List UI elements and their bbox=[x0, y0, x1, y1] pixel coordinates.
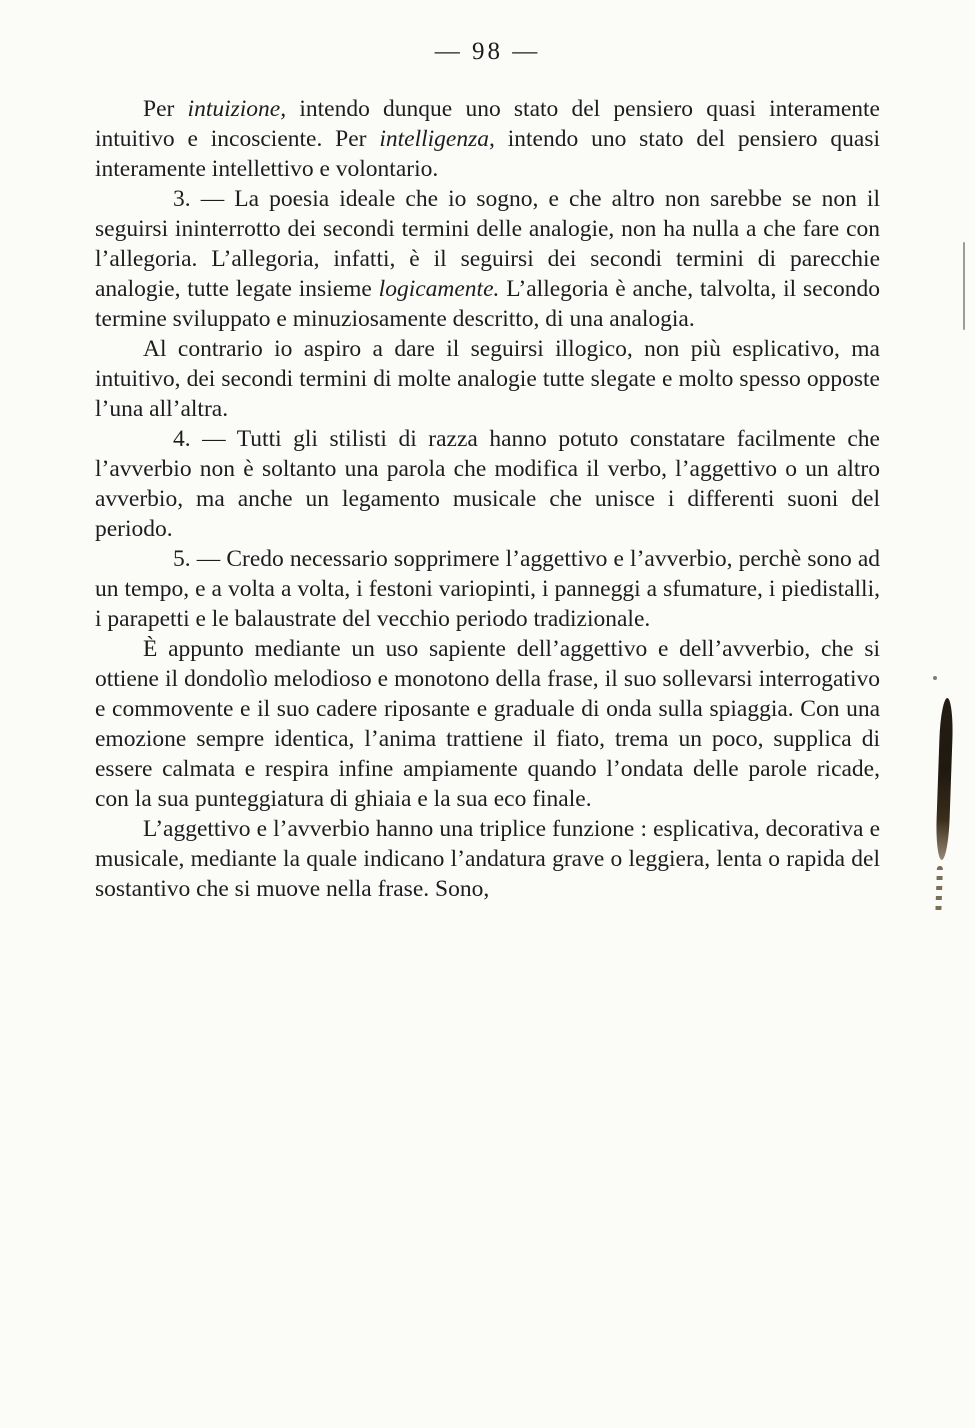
italic-term: logicamente. bbox=[378, 276, 500, 302]
text-segment: 3. — La poesia ideale che io sogno, e che altro non sarebbe se non il seguirsi ininterrotto dei secondi termini delle analogie, non ha nulla a che fare con l’allegoria. L’allegoria, infatti, è il seguirsi dei secondi termini di parecchie analogie, tutte legate insieme bbox=[95, 186, 880, 302]
text-segment: 4. — Tutti gli stilisti di razza hanno potuto constatare facilmente che l’avverbio non è soltanto una parola che modifica il verbo, l’aggettivo o un altro avverbio, ma anche un legamento musicale che unisce i differenti suoni del periodo. bbox=[95, 426, 880, 542]
paragraph-1 bbox=[95, 94, 880, 184]
text-segment: È appunto mediante un uso sapiente dell’aggettivo e dell’avverbio, che si ottiene il dondolìo melodioso e monotono della frase, il suo sollevarsi interrogativo e commovente e il suo cadere riposante e graduale di onda sulla spiaggia. Con una emozione sempre identica, l’anima trattiene il fiato, trema un poco, supplica di essere calmata e respira infine ampiamente quando l’ondata delle parole ricade, con la sua punteggiatura di ghiaia e la sua eco finale. bbox=[95, 636, 880, 812]
paragraph-5 bbox=[95, 544, 880, 634]
scan-dot-artifact bbox=[933, 676, 937, 680]
page-number: — 98 — bbox=[434, 38, 541, 65]
scan-edge-line-artifact bbox=[963, 242, 965, 330]
text-segment: 5. — Credo necessario sopprimere l’aggettivo e l’avverbio, perchè sono ad un tempo, e a volta a volta, i festoni variopinti, i panneggi a sfumature, i piedistalli, i parapetti e le balaustrate del vecchio periodo tradizionale. bbox=[95, 546, 880, 632]
text-segment: L’allegoria è anche, talvolta, il secondo termine sviluppato e minuziosamente descritto, di una analogia. bbox=[95, 276, 880, 332]
page-header bbox=[95, 38, 880, 66]
paragraph-4 bbox=[95, 424, 880, 544]
text-segment: Per bbox=[143, 96, 188, 122]
text-segment: intendo dunque uno stato del pensiero quasi interamente intuitivo e incosciente. Per bbox=[95, 96, 880, 152]
paragraph-7 bbox=[95, 814, 880, 904]
paragraph-2 bbox=[95, 184, 880, 334]
text-segment: Al contrario io aspiro a dare il seguirsi illogico, non più esplicativo, ma intuitivo, dei secondi termini di molte analogie tutte slegate e molto spesso opposte l’una all’altra. bbox=[95, 336, 880, 422]
italic-term: intelligenza, bbox=[379, 126, 495, 152]
paragraph-3 bbox=[95, 334, 880, 424]
text-segment: L’aggettivo e l’avverbio hanno una triplice funzione : esplicativa, decorativa e musicale, mediante la quale indicano l’andatura grave o leggiera, lenta o rapida del sostantivo che si muove nella frase. Sono, bbox=[95, 816, 880, 902]
text-segment: intendo uno stato del pensiero quasi interamente intellettivo e volontario. bbox=[95, 126, 880, 182]
paragraph-6 bbox=[95, 634, 880, 814]
body-text bbox=[95, 94, 880, 904]
italic-term: intuizione, bbox=[187, 96, 287, 122]
